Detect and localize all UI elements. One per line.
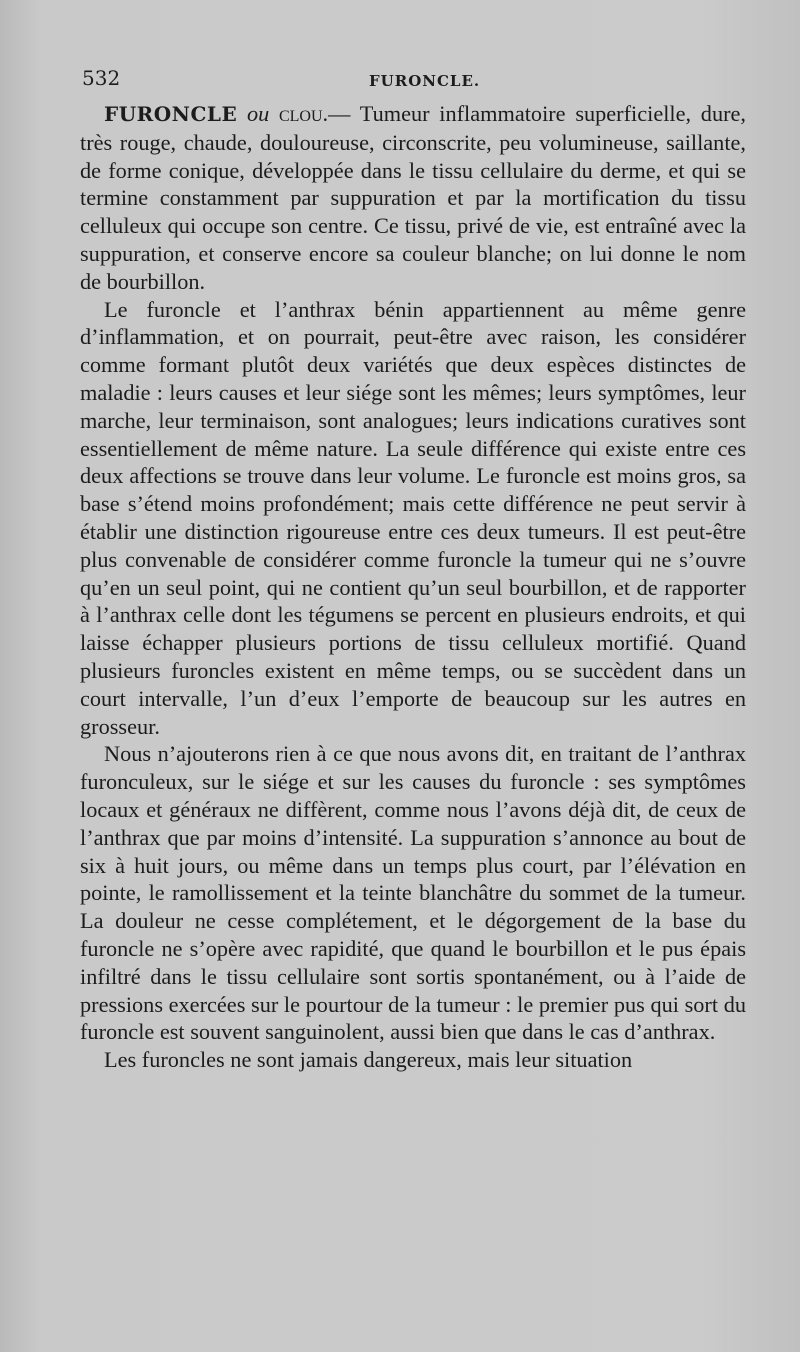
entry-synonym: clou. [278,101,329,126]
entry-definition: Tumeur inflammatoire superficielle, dure, très rouge, chaude, douloureuse, circonscrite, peu volumineuse, saillante, de forme conique, développée dans le tissu cellulaire du derme, et qui se termine constamment par suppuration et par la mortification du tissu celluleux qui occupe son centre. Ce tissu, privé de vie, est entraîné avec la suppuration, et conserve encore sa couleur blanche; on lui donne le nom de bourbillon. [80,101,747,294]
body-paragraph: Les furoncles ne sont jamais dangereux, mais leur situation [104,1047,633,1073]
entry-paragraph [80,100,746,296]
page-number: 532 [82,66,121,90]
body-paragraph: Nous n’ajouterons rien à ce que nous avons dit, en traitant de l’anthrax furonculeux, sur le siége et sur les causes du furoncle : ses symptômes locaux et généraux ne diffèrent, comme nous l’avons déjà dit, de ceux de l’anthrax que par moins d’intensité. La suppuration s’annonce au bout de six à huit jours, ou même dans un temps plus court, par l’élévation en pointe, le ramollissement et la teinte blanchâtre du sommet de la tumeur. La douleur ne cesse complétement, et le dégorgement de la base du furoncle ne s’opère avec rapidité, que quand le bourbillon et le pus épais infiltré dans le tissu cellulaire sont sortis spontanément, ou à l’aide de pressions exercées sur le pourtour de la tumeur : le premier pus qui sort du furoncle est souvent sanguinolent, aussi bien que dans le cas d’anthrax. [80,741,746,1045]
entry-headword: FURONCLE [104,102,238,126]
running-title: FURONCLE. [369,72,481,90]
body-paragraph: Le furoncle et l’anthrax bénin appartiennent au même genre d’inflammation, et on pourrait, peut-être avec raison, les considérer comme formant plutôt deux variétés que deux espèces distinctes de maladie : leurs causes et leur siége sont les mêmes; leurs symptômes, leur marche, leur terminaison, sont analogues; leurs indications curatives sont essentiellement de même nature. La seule différence qui existe entre ces deux affections se trouve dans leur volume. Le furoncle est moins gros, sa base s’étend moins profondément; mais cette différence ne peut servir à établir une distinction rigoureuse entre ces deux tumeurs. Il est peut-être plus convenable de considérer comme furoncle la tumeur qui ne s’ouvre qu’en un seul point, qui ne contient qu’un seul bourbillon, et de rapporter à l’anthrax celle dont les tégumens se percent en plusieurs endroits, et qui laisse échapper plusieurs portions de tissu celluleux mortifié. Quand plusieurs furoncles existent en même temps, ou se succèdent dans un court intervalle, l’un d’eux l’emporte de beaucoup sur les autres en grosseur. [80,296,746,739]
running-head [82,66,750,96]
article-body [80,100,746,1074]
entry-connector: ou [246,101,270,126]
entry-dash: — [328,101,351,126]
